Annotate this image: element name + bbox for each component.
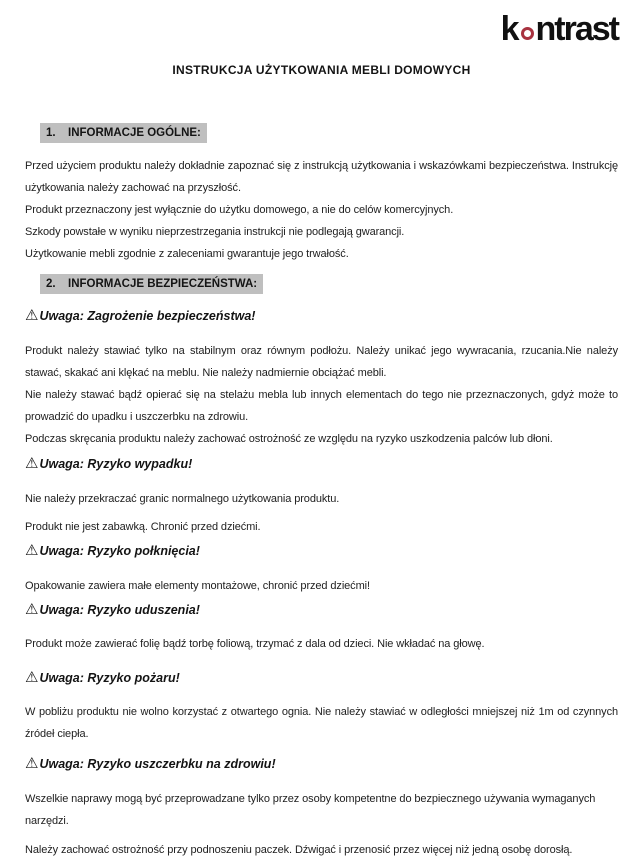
paragraph: Podczas skręcania produktu należy zachować ostrożność ze względu na ryzyko uszkodzenia palców lub dłoni. (25, 433, 553, 445)
warning-label: Uwaga: Zagrożenie bezpieczeństwa! (39, 309, 256, 323)
paragraph: Użytkowanie mebli zgodnie z zaleceniami gwarantuje jego trwałość. (25, 248, 349, 260)
warning-triangle-icon: ⚠ (25, 668, 39, 686)
warning-triangle-icon: ⚠ (25, 454, 39, 472)
section-1-heading-highlight (40, 123, 207, 143)
section-1-heading (40, 122, 618, 143)
warning-heading (25, 304, 618, 327)
warning-label: Uwaga: Ryzyko pożaru! (39, 671, 180, 685)
paragraph: Produkt należy stawiać tylko na stabilnym oraz równym podłożu. Należy unikać jego wywracania, rzucania.Nie należy stawać, skakać ani klękać na meblu. Nie należy nadmiernie obciążać mebli. (25, 345, 618, 379)
warning-triangle-icon: ⚠ (25, 541, 39, 559)
warning-label: Uwaga: Ryzyko połknięcia! (39, 544, 200, 558)
logo-text (501, 10, 618, 48)
warning-heading (25, 539, 618, 562)
section-2-heading-text: INFORMACJE BEZPIECZEŃSTWA: (68, 278, 258, 290)
paragraph: W pobliżu produktu nie wolno korzystać z otwartego ognia. Nie należy stawiać w odległości mniejszej niż 1m od czynnych źródeł ciepła. (25, 706, 618, 740)
paragraph: Szkody powstałe w wyniku nieprzestrzegania instrukcji nie podlegają gwarancji. (25, 226, 405, 238)
paragraph: Wszelkie naprawy mogą być przeprowadzane tylko przez osoby kompetentne do bezpiecznego używania wymaganych narzędzi. (25, 793, 596, 827)
paragraph: Przed użyciem produktu należy dokładnie zapoznać się z instrukcją użytkowania i wskazówkami bezpieczeństwa. Instrukcję użytkowania należy zachować na przyszłość. (25, 160, 618, 194)
warning-heading (25, 752, 618, 775)
section-1-number: 1. (46, 127, 56, 139)
logo-letters-rest: ntrast (535, 10, 618, 48)
paragraph: Należy zachować ostrożność przy podnoszeniu paczek. Dźwigać i przenosić przez więcej niż jedną osobę dorosłą. (25, 844, 573, 856)
warning-label: Uwaga: Ryzyko wypadku! (39, 457, 193, 471)
paragraph: Produkt nie jest zabawką. Chronić przed dziećmi. (25, 521, 261, 533)
warning-label: Uwaga: Ryzyko uduszenia! (39, 603, 200, 617)
section-1-heading-text: INFORMACJE OGÓLNE: (68, 127, 201, 139)
paragraph: Opakowanie zawiera małe elementy montażowe, chronić przed dziećmi! (25, 580, 370, 592)
warning-triangle-icon: ⚠ (25, 600, 39, 618)
section-2-number: 2. (46, 278, 56, 290)
page-title: INSTRUKCJA UŻYTKOWANIA MEBLI DOMOWYCH (172, 63, 471, 77)
logo-o-ring-icon (521, 27, 534, 40)
section-2-heading (40, 273, 618, 294)
section-2-heading-highlight (40, 274, 263, 294)
document-page (0, 10, 641, 856)
paragraph: Produkt przeznaczony jest wyłącznie do użytku domowego, a nie do celów komercyjnych. (25, 204, 454, 216)
logo (25, 10, 618, 50)
paragraph: Nie należy przekraczać granic normalnego użytkowania produktu. (25, 493, 340, 505)
logo-letter-k: k (500, 10, 518, 48)
warning-triangle-icon: ⚠ (25, 306, 39, 324)
warning-triangle-icon: ⚠ (25, 754, 39, 772)
paragraph: Nie należy stawać bądź opierać się na stelażu mebla lub innych elementach do tego nie przeznaczonych, gdyż może to prowadzić do upadku i uszczerbku na zdrowiu. (25, 389, 618, 423)
warning-label: Uwaga: Ryzyko uszczerbku na zdrowiu! (39, 757, 276, 771)
paragraph: Produkt może zawierać folię bądź torbę foliową, trzymać z dala od dzieci. Nie wkładać na głowę. (25, 638, 485, 650)
warning-heading (25, 598, 618, 621)
warning-heading (25, 666, 618, 689)
warning-heading (25, 452, 618, 475)
